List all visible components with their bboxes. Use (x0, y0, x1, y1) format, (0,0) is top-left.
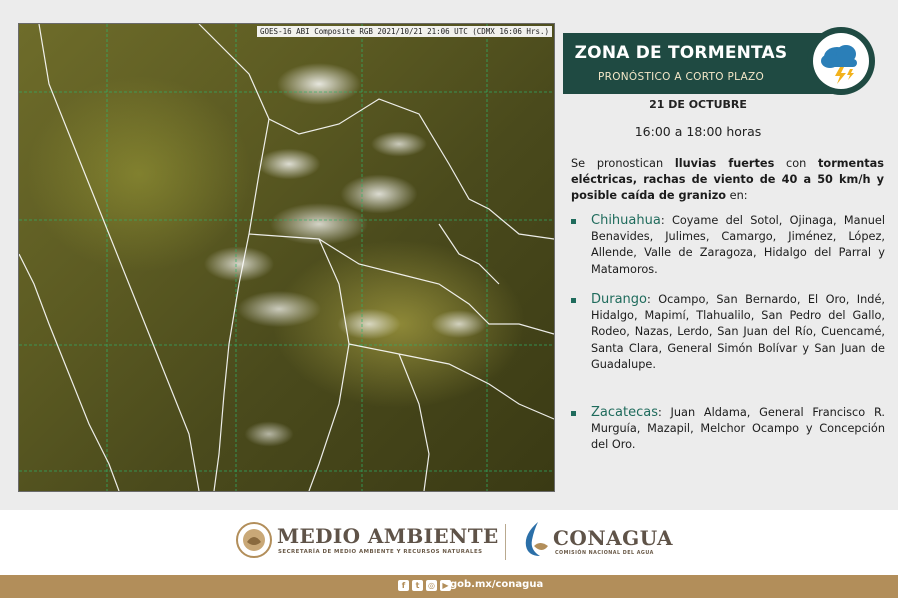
state-item-durango (571, 292, 885, 373)
state-name: Chihuahua (591, 213, 661, 228)
forecast-date: 21 DE OCTUBRE (649, 98, 747, 111)
website-link[interactable]: gob.mx/conagua (450, 579, 544, 590)
conagua-subtitle: COMISIÓN NACIONAL DEL AGUA (555, 551, 654, 556)
medio-ambiente-logo-text: MEDIO AMBIENTE (277, 524, 499, 548)
municipality-list: : Juan Aldama, General Francisco R. Murguía, Mazapil, Melchor Ocampo y Concepción del Oro. (591, 406, 885, 452)
intro-text-end: en: (726, 189, 748, 203)
municipality-list: : Coyame del Sotol, Ojinaga, Manuel Benavides, Julimes, Camargo, Jiménez, López, Allende, Valle de Zaragoza, Hidalgo del Parral y Matamoros. (591, 214, 885, 276)
state-item-zacatecas (571, 405, 885, 454)
storm-cloud-icon (813, 33, 869, 89)
satellite-overlay (19, 24, 554, 491)
national-seal-icon (235, 520, 273, 560)
municipality-list: : Ocampo, San Bernardo, El Oro, Indé, Hidalgo, Mapimí, Tlahualilo, San Pedro del Gallo, Rodeo, Nazas, Lerdo, San Juan del Río, Cuencamé, Santa Clara, General Simón Bolívar y San Juan de Guadalupe. (591, 293, 885, 371)
twitter-icon[interactable]: t (412, 580, 423, 591)
page-subtitle: PRONÓSTICO A CORTO PLAZO (597, 71, 765, 83)
medio-ambiente-subtitle: SECRETARÍA DE MEDIO AMBIENTE Y RECURSOS NATURALES (278, 549, 483, 555)
state-name: Durango (591, 292, 648, 307)
logo-divider (505, 524, 506, 560)
instagram-icon[interactable]: ◎ (426, 580, 437, 591)
intro-bold-storms: tormentas eléctricas, rachas de viento de 40 a 50 km/h y posible caída de granizo (571, 157, 884, 203)
intro-bold-rain: lluvias fuertes (674, 157, 775, 170)
forecast-hours: 16:00 a 18:00 horas (634, 124, 762, 139)
page-title: ZONA DE TORMENTAS (574, 43, 788, 63)
facebook-icon[interactable]: f (398, 580, 409, 591)
bullet-icon (571, 219, 576, 224)
state-name: Zacatecas (591, 405, 658, 420)
satellite-image (18, 23, 555, 492)
forecast-intro (571, 156, 884, 205)
satellite-caption: GOES-16 ABI Composite RGB 2021/10/21 21:06 UTC (CDMX 16:06 Hrs.) (257, 26, 552, 37)
storm-badge (807, 27, 875, 95)
state-item-chihuahua (571, 213, 885, 278)
bullet-icon (571, 298, 576, 303)
social-links (398, 580, 451, 591)
bullet-icon (571, 411, 576, 416)
conagua-logo-text: CONAGUA (553, 526, 674, 550)
intro-text: Se pronostican (571, 157, 675, 170)
intro-text-connector: con (774, 157, 819, 170)
title-banner (563, 33, 833, 94)
conagua-logo-icon (520, 520, 550, 558)
youtube-icon[interactable]: ▶ (440, 580, 451, 591)
